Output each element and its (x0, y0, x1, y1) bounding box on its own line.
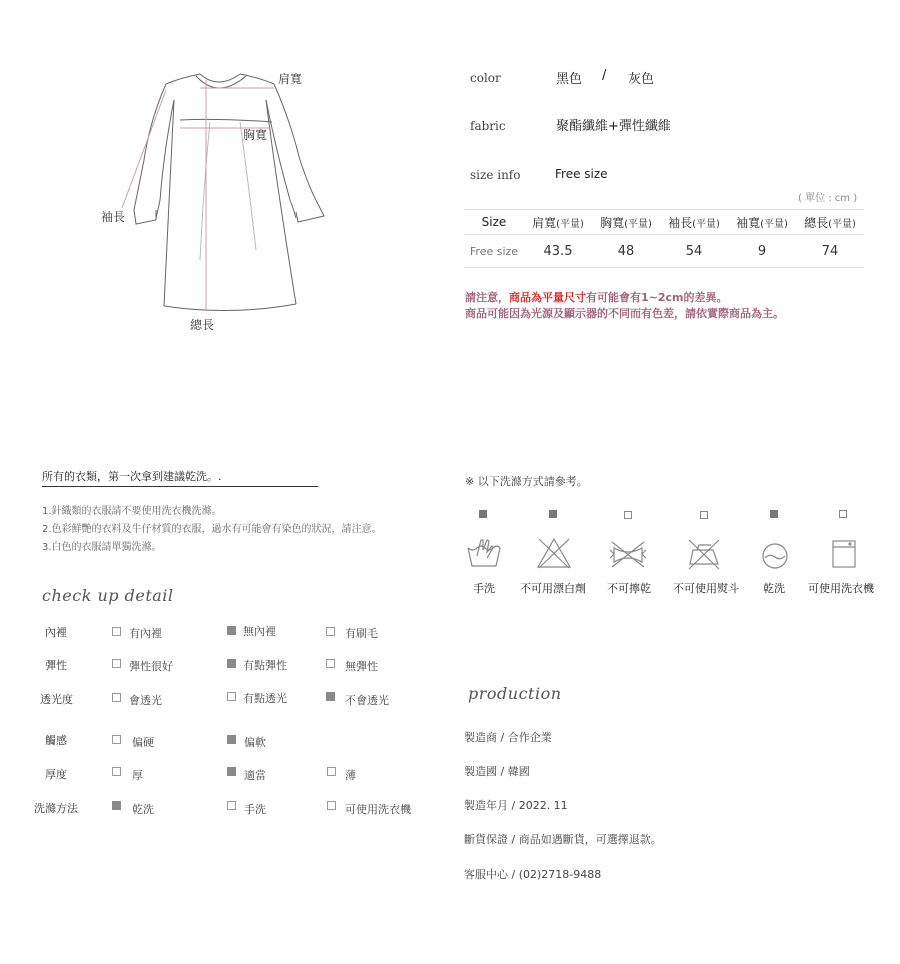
garment-diagram (100, 60, 340, 340)
size-table-header (464, 210, 864, 235)
size-info-key: size info (470, 168, 521, 182)
size-cell: Free size (464, 235, 524, 268)
hand-wash-icon (465, 536, 503, 570)
dry-clean-icon (760, 541, 790, 571)
checkbox-very-elastic (112, 659, 121, 668)
color-separator: / (602, 68, 607, 83)
row-label-elasticity: 彈性 (45, 659, 67, 672)
notice-line-1: 請注意，商品為平量尺寸有可能會有1~2cm的差異。 (465, 291, 728, 304)
wash-check-machine (839, 510, 847, 518)
size-info-value: Free size (555, 167, 608, 181)
checkbox-no-elastic (326, 659, 335, 668)
option-thick: 厚 (132, 769, 143, 782)
no-wring-icon (608, 540, 648, 568)
option-very-elastic: 彈性很好 (129, 660, 173, 673)
checkbox-moderate (227, 767, 236, 776)
option-has-lining: 有內裡 (129, 627, 162, 640)
wash-check-dry-clean (770, 510, 778, 518)
wash-check-hand-wash (479, 510, 487, 518)
production-line-guarantee: 斷貨保證 / 商品如遇斷貨，可選擇退款。 (464, 833, 662, 846)
option-no-elastic: 無彈性 (345, 660, 378, 673)
checkbox-soft (227, 735, 236, 744)
wash-label-no-wring: 不可擰乾 (607, 582, 651, 595)
check-detail-title: check up detail (42, 586, 174, 605)
wash-check-no-iron (700, 511, 708, 519)
option-brushed: 有刷毛 (345, 627, 378, 640)
length-label: 總長 (190, 318, 215, 332)
sleeve-label: 袖長 (101, 210, 126, 224)
size-value-chest: 48 (592, 235, 660, 268)
production-line-date: 製造年月 / 2022. 11 (464, 799, 568, 812)
size-header-sleeve: 袖長(平量) (660, 210, 728, 235)
fabric-value: 聚酯纖維+彈性纖維 (556, 119, 671, 134)
size-value-shoulder: 43.5 (524, 235, 592, 268)
checkbox-hand-wash (227, 801, 236, 810)
size-value-sleeve: 54 (660, 235, 728, 268)
size-header-sleeve-width: 袖寬(平量) (728, 210, 796, 235)
option-thin: 薄 (345, 769, 356, 782)
option-moderate: 適當 (244, 769, 266, 782)
color-key: color (470, 71, 501, 85)
chest-label: 胸寬 (243, 128, 268, 142)
color-value-1: 黑色 (556, 72, 583, 87)
checkbox-slightly-see-through (227, 692, 236, 701)
size-value-length: 74 (796, 235, 864, 268)
row-label-transparency: 透光度 (40, 693, 73, 706)
wash-label-hand-wash: 手洗 (473, 582, 495, 595)
wash-check-no-wring (624, 511, 632, 519)
size-header-chest: 胸寬(平量) (592, 210, 660, 235)
row-label-thickness: 厚度 (45, 768, 67, 781)
option-hand-wash: 手洗 (244, 803, 266, 816)
checkbox-see-through (112, 693, 121, 702)
list-item: 3.白色的衣服請單獨洗滌。 (42, 542, 162, 553)
option-not-see-through: 不會透光 (345, 694, 389, 707)
no-bleach-icon (535, 536, 573, 570)
wash-note: ※ 以下洗滌方式請參考。 (465, 475, 588, 488)
size-header-first: Size (464, 210, 524, 235)
checkbox-thin (327, 767, 336, 776)
wash-label-dry-clean: 乾洗 (763, 582, 785, 595)
shoulder-label: 肩寬 (278, 72, 303, 86)
size-header-shoulder: 肩寬(平量) (524, 210, 592, 235)
row-label-washing: 洗滌方法 (34, 802, 78, 815)
wash-check-no-bleach (549, 510, 557, 518)
option-dry-clean: 乾洗 (132, 803, 154, 816)
size-table (464, 209, 864, 268)
checkbox-not-see-through (326, 692, 335, 701)
option-some-elastic: 有點彈性 (243, 659, 287, 672)
row-label-lining: 內裡 (45, 626, 67, 639)
wash-label-no-iron: 不可使用熨斗 (673, 582, 739, 595)
list-item: 1.針織類的衣服請不要使用洗衣機洗滌。 (42, 506, 222, 517)
size-unit: ( 單位 : cm ) (798, 193, 858, 204)
option-slightly-see-through: 有點透光 (243, 692, 287, 705)
size-header-length: 總長(平量) (796, 210, 864, 235)
production-line-manufacturer: 製造商 / 合作企業 (464, 731, 552, 744)
production-title: production (468, 684, 562, 703)
size-value-sleeve-width: 9 (728, 235, 796, 268)
no-iron-icon (685, 538, 723, 570)
checkbox-thick (112, 767, 121, 776)
option-soft: 偏軟 (244, 736, 266, 749)
checkbox-dry-clean (112, 801, 121, 810)
list-item: 2.色彩鮮艷的衣料及牛仔材質的衣服，過水有可能會有染色的狀況，請注意。 (42, 524, 382, 535)
checkbox-some-elastic (227, 659, 236, 668)
checkbox-machine-wash (327, 801, 336, 810)
row-label-touch: 觸感 (45, 734, 67, 747)
option-hard: 偏硬 (132, 736, 154, 749)
production-line-service: 客服中心 / (02)2718-9488 (464, 868, 602, 881)
option-machine-wash: 可使用洗衣機 (345, 803, 411, 816)
table-row (464, 235, 864, 268)
option-no-lining: 無內裡 (243, 625, 276, 638)
option-see-through: 會透光 (129, 694, 162, 707)
care-list (42, 502, 382, 556)
checkbox-hard (112, 735, 121, 744)
checkbox-brushed (326, 627, 335, 636)
wash-label-machine: 可使用洗衣機 (808, 582, 874, 595)
color-value-2: 灰色 (628, 72, 655, 87)
checkbox-no-lining (227, 626, 236, 635)
washing-machine-icon (830, 538, 858, 570)
checkbox-has-lining (112, 627, 121, 636)
wash-label-no-bleach: 不可用漂白劑 (520, 582, 586, 595)
production-line-country: 製造國 / 韓國 (464, 765, 530, 778)
notice-line-2: 商品可能因為光源及顯示器的不同而有色差，請依實際商品為主。 (465, 307, 784, 320)
fabric-key: fabric (470, 119, 506, 133)
care-title: 所有的衣類，第一次拿到建議乾洗。. (42, 468, 318, 487)
